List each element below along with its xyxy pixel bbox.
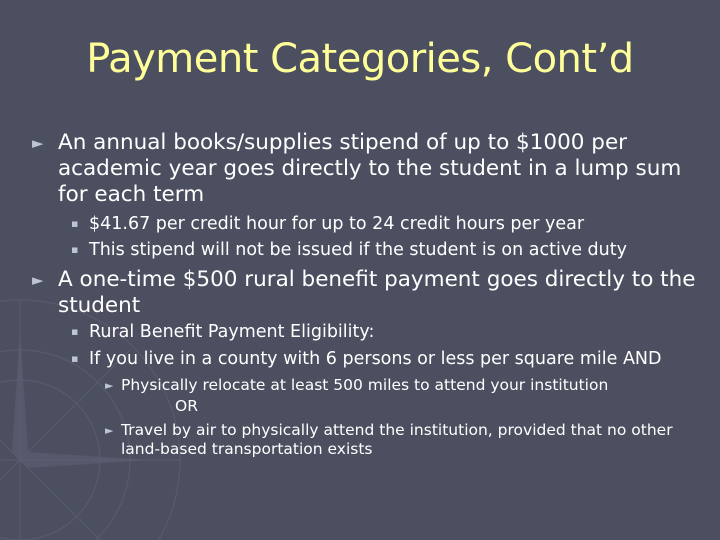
triangle-arrow-icon: ► [32, 271, 44, 289]
sub-sub-bullet-text: Travel by air to physically attend the institution, provided that no other land-based transportation exists [121, 421, 673, 458]
sub-bullet-text: If you live in a county with 6 persons or less per square mile AND [89, 349, 662, 369]
sub-bullet-credit-hour [71, 212, 709, 236]
bullet-text: An annual books/supplies stipend of up to $1000 per academic year goes directly to the student in a lump sum for each term [58, 130, 682, 207]
square-bullet-icon: ▪ [71, 352, 79, 365]
slide-title: Payment Categories, Cont’d [86, 36, 634, 82]
triangle-arrow-icon: ► [105, 379, 114, 392]
sub-sub-bullet-relocate [105, 376, 696, 395]
square-bullet-icon: ▪ [71, 243, 79, 256]
bullet-text: A one-time $500 rural benefit payment goes directly to the student [58, 267, 696, 318]
bullet-rural-benefit [32, 267, 698, 319]
triangle-arrow-icon: ► [32, 134, 44, 152]
sub-bullet-active-duty [71, 238, 709, 262]
triangle-arrow-icon: ► [105, 424, 114, 437]
sub-bullet-county [71, 347, 709, 371]
sub-bullet-text: This stipend will not be issued if the student is on active duty [89, 240, 627, 260]
sub-sub-bullet-text: Physically relocate at least 500 miles to attend your institution [121, 376, 609, 394]
sub-bullet-text: Rural Benefit Payment Eligibility: [89, 322, 375, 342]
bullet-books-stipend [32, 130, 698, 208]
sub-bullet-eligibility [71, 320, 709, 344]
square-bullet-icon: ▪ [71, 217, 79, 230]
sub-bullet-text: $41.67 per credit hour for up to 24 credit hours per year [89, 214, 585, 234]
or-separator: OR [175, 397, 198, 415]
sub-sub-bullet-travel-air [105, 421, 696, 459]
square-bullet-icon: ▪ [71, 325, 79, 338]
